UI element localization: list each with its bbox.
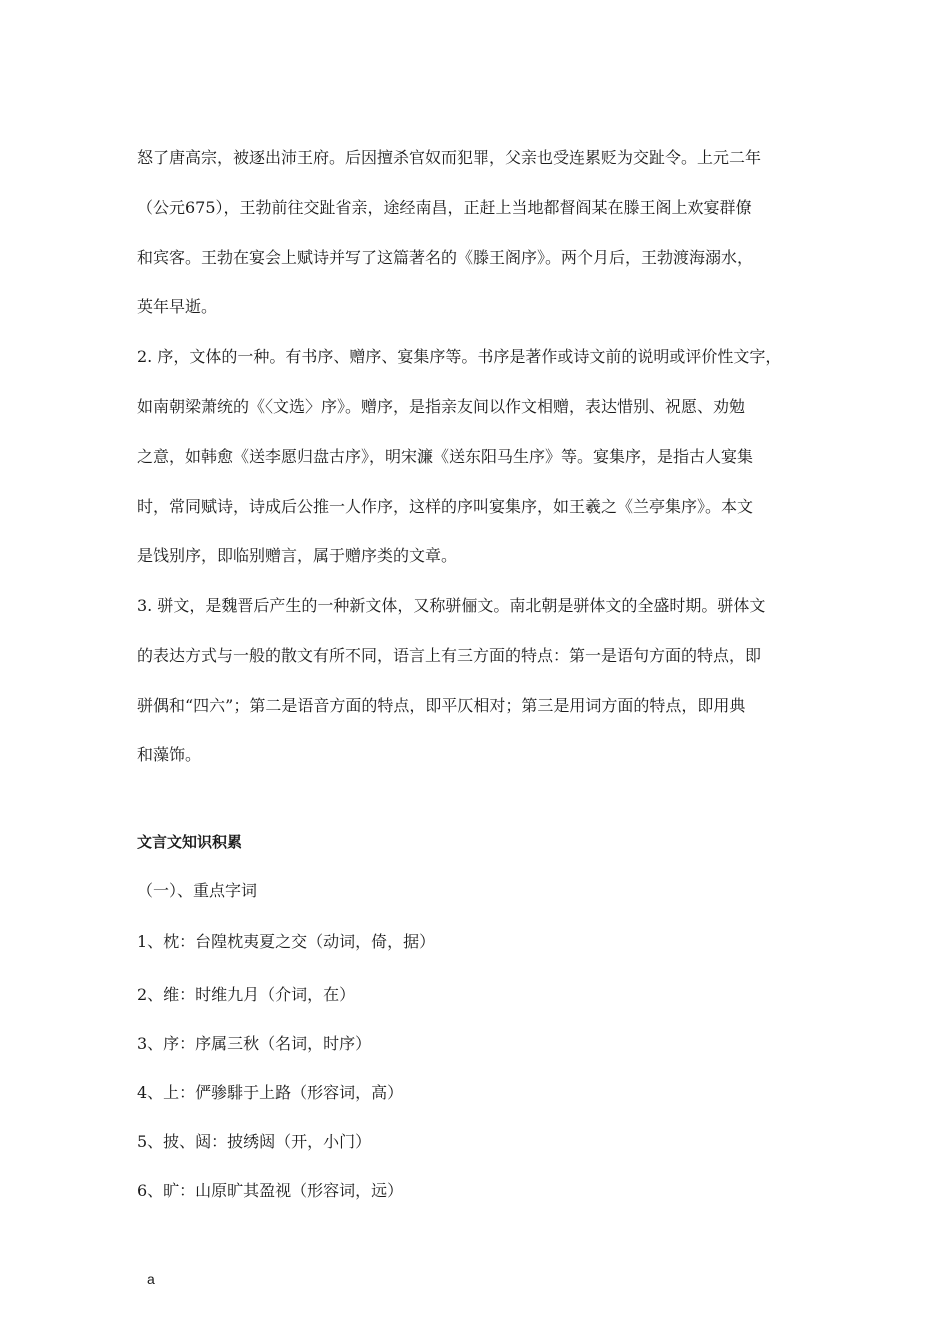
paragraph-line: 的表达方式与一般的散文有所不同，语言上有三方面的特点：第一是语句方面的特点，即	[137, 646, 762, 665]
vocab-item: 6、旷：山原旷其盈视（形容词，远）	[137, 1181, 404, 1200]
vocab-item: 5、披、闼：披绣闼（开，小门）	[137, 1132, 372, 1151]
paragraph-line: 怒了唐高宗，被逐出沛王府。后因擅杀官奴而犯罪，父亲也受连累贬为交趾令。上元二年	[137, 148, 762, 167]
vocab-item: 1、枕：台隍枕夷夏之交（动词，倚，据）	[137, 932, 436, 951]
subsection-title: （一）、重点字词	[137, 881, 258, 900]
vocab-item: 2、维：时维九月（介词，在）	[137, 985, 356, 1004]
footer-mark: a	[147, 1271, 155, 1287]
paragraph-line: （公元675），王勃前往交趾省亲，途经南昌，正赶上当地都督阎某在滕王阁上欢宴群僚	[137, 198, 752, 217]
paragraph-line: 英年早逝。	[137, 297, 218, 316]
paragraph-line: 时，常同赋诗，诗成后公推一人作序，这样的序叫宴集序，如王羲之《兰亭集序》。本文	[137, 497, 754, 516]
paragraph-line: 和宾客。王勃在宴会上赋诗并写了这篇著名的《滕王阁序》。两个月后，王勃渡海溺水，	[137, 248, 754, 267]
paragraph-line: 如南朝梁萧统的《〈文选〉序》。赠序，是指亲友间以作文相赠，表达惜别、祝愿、劝勉	[137, 397, 746, 416]
section-title: 文言文知识积累	[137, 833, 243, 851]
vocab-item: 3、序：序属三秋（名词，时序）	[137, 1034, 372, 1053]
paragraph-line: 2. 序，文体的一种。有书序、赠序、宴集序等。书序是著作或诗文前的说明或评价性文字，	[137, 347, 782, 366]
vocab-item: 4、上：俨骖騑于上路（形容词，高）	[137, 1083, 404, 1102]
paragraph-line: 3. 骈文，是魏晋后产生的一种新文体，又称骈俪文。南北朝是骈体文的全盛时期。骈体文	[137, 596, 766, 615]
paragraph-line: 是饯别序，即临别赠言，属于赠序类的文章。	[137, 546, 458, 565]
paragraph-line: 和藻饰。	[137, 745, 202, 764]
paragraph-line: 骈偶和“四六”；第二是语音方面的特点，即平仄相对；第三是用词方面的特点，即用典	[137, 696, 746, 715]
paragraph-line: 之意，如韩愈《送李愿归盘古序》，明宋濂《送东阳马生序》等。宴集序，是指古人宴集	[137, 447, 754, 466]
